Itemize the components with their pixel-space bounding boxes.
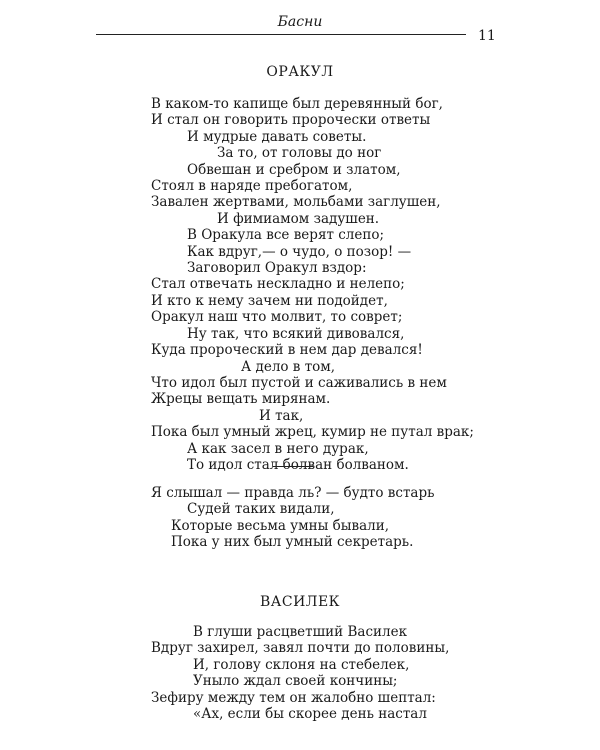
header-rule: [96, 34, 466, 35]
poem-line: И стал он говорить пророчески ответы: [151, 112, 431, 129]
poem-line: То идол стал болван болваном.: [187, 456, 409, 473]
poem-line: Я слышал — правда ль? — будто встарь: [151, 485, 435, 501]
poem-line: Пока был умный жрец, кумир не путал врак;: [151, 424, 474, 441]
poem-title-cornflower: ВАСИЛЕК: [259, 594, 341, 610]
poem-line: Завален жертвами, мольбами заглушен,: [151, 194, 441, 211]
poem-line: И, голову склоня на стебелек,: [193, 656, 410, 673]
poem-line: Стоял в наряде пребогатом,: [151, 178, 353, 195]
page-number: 11: [478, 28, 496, 44]
poem-line: Вдруг захирел, завял почти до половины,: [151, 640, 450, 657]
poem-line: Как вдруг,— о чудо, о позор! —: [187, 243, 412, 260]
poem-line: В глуши расцветший Василек: [193, 624, 408, 640]
poem-oracle: [151, 96, 474, 473]
poem-line: Пока у них был умный секретарь.: [171, 534, 414, 551]
poem-oracle-moral: [151, 485, 434, 551]
poem-line: Заговорил Оракул вздор:: [187, 260, 367, 277]
poem-line: Стал отвечать нескладно и нелепо;: [151, 276, 405, 293]
poem-line: Уныло ждал своей кончины;: [193, 673, 398, 690]
poem-line: А дело в том,: [241, 358, 336, 375]
poem-line: Которые весьма умны бывали,: [171, 517, 390, 534]
poem-line: За то, от головы до ног: [217, 145, 382, 162]
poem-line: Что идол был пустой и саживались в нем: [151, 374, 447, 391]
poem-line: Судей таких видали,: [187, 501, 335, 518]
poem-line: В каком-то капище был деревянный бог,: [151, 96, 443, 112]
running-head: Басни: [277, 14, 323, 30]
poem-line: Ну так, что всякий дивовался,: [187, 325, 405, 342]
poem-cornflower: [151, 624, 449, 722]
poem-line: И кто к нему зачем ни подойдет,: [151, 292, 388, 309]
poem-line: Жрецы вещать мирянам.: [151, 391, 331, 408]
poem-line: И фимиамом задушен.: [217, 210, 380, 227]
section-divider: [273, 466, 313, 467]
poem-line: Оракул наш что молвит, то соврет;: [151, 309, 403, 326]
poem-title-oracle: ОРАКУЛ: [266, 64, 334, 80]
poem-line: «Ах, если бы скорее день настал: [193, 706, 427, 723]
poem-line: Обвешан и сребром и златом,: [187, 161, 401, 178]
poem-line: В Оракула все верят слепо;: [187, 227, 385, 244]
poem-line: И так,: [259, 407, 304, 424]
poem-line: А как засел в него дурак,: [187, 440, 369, 457]
poem-line: Куда пророческий в нем дар девался!: [151, 342, 423, 359]
poem-line: И мудрые давать советы.: [187, 128, 367, 145]
poem-line: Зефиру между тем он жалобно шептал:: [151, 689, 436, 706]
